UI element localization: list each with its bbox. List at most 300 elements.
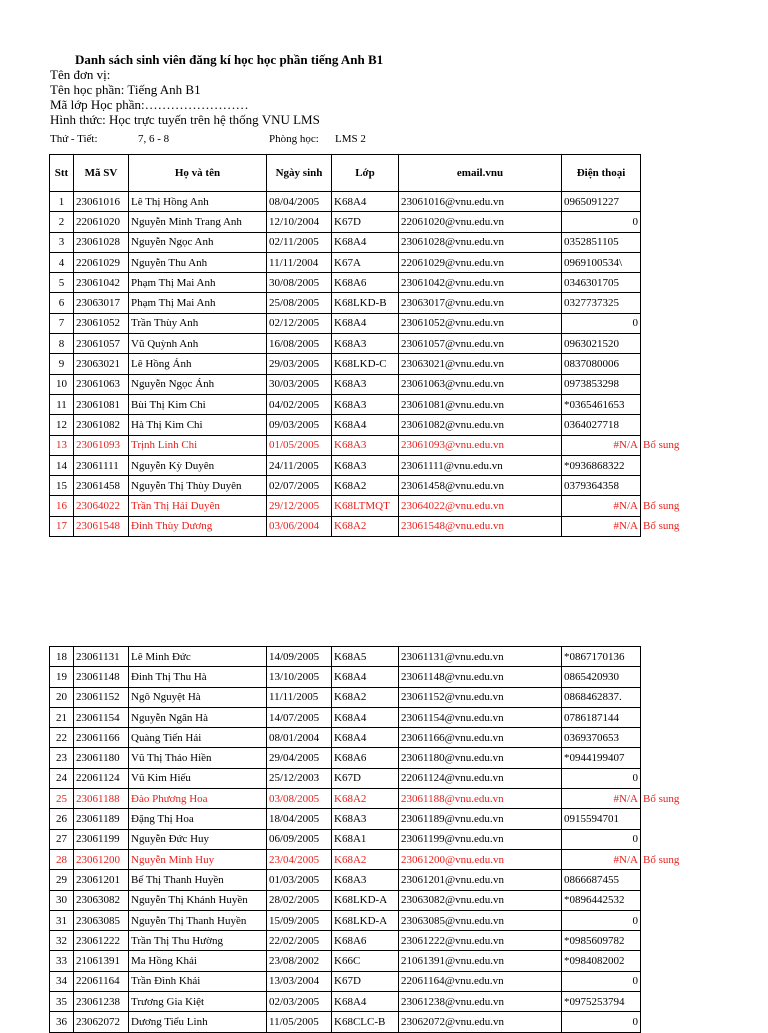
row-full-name: Phạm Thị Mai Anh: [129, 273, 267, 293]
row-class: K68A5: [332, 647, 399, 667]
row-email: 22061029@vnu.edu.vn: [399, 252, 562, 272]
row-stt: 28: [50, 849, 74, 869]
row-stt: 11: [50, 394, 74, 414]
row-full-name: Nguyễn Minh Trang Anh: [129, 212, 267, 232]
table-header-row: [50, 155, 711, 192]
row-full-name: Quàng Tiến Hải: [129, 728, 267, 748]
table-row: [50, 728, 711, 748]
row-email: 23061148@vnu.edu.vn: [399, 667, 562, 687]
row-phone: 0786187144: [562, 707, 641, 727]
row-dob: 24/11/2005: [267, 455, 332, 475]
row-student-id: 23061063: [74, 374, 129, 394]
row-full-name: Đào Phương Hoa: [129, 789, 267, 809]
row-student-id: 23061057: [74, 334, 129, 354]
row-student-id: 23061200: [74, 849, 129, 869]
row-dob: 08/01/2004: [267, 728, 332, 748]
row-note: [641, 455, 711, 475]
row-email: 23063085@vnu.edu.vn: [399, 910, 562, 930]
table-row: [50, 435, 711, 455]
row-student-id: 23061201: [74, 870, 129, 890]
row-phone: *0867170136: [562, 647, 641, 667]
row-dob: 06/09/2005: [267, 829, 332, 849]
row-student-id: 23061028: [74, 232, 129, 252]
row-stt: 15: [50, 476, 74, 496]
row-phone: 0969100534\: [562, 252, 641, 272]
row-dob: 15/09/2005: [267, 910, 332, 930]
row-student-id: 23061189: [74, 809, 129, 829]
header-phone: Điện thoại: [562, 155, 641, 192]
row-full-name: Phạm Thị Mai Anh: [129, 293, 267, 313]
row-note: [641, 910, 711, 930]
row-student-id: 23063021: [74, 354, 129, 374]
table-row: [50, 354, 711, 374]
table-row: [50, 829, 711, 849]
row-phone: *0985609782: [562, 931, 641, 951]
row-email: 23061131@vnu.edu.vn: [399, 647, 562, 667]
row-email: 23061152@vnu.edu.vn: [399, 687, 562, 707]
row-full-name: Vũ Thị Thảo Hiền: [129, 748, 267, 768]
table-row: [50, 273, 711, 293]
row-dob: 13/10/2005: [267, 667, 332, 687]
row-email: 23061082@vnu.edu.vn: [399, 415, 562, 435]
row-note: Bổ sung: [643, 853, 680, 866]
document-title: Danh sách sinh viên đăng kí học học phần tiếng Anh B1: [75, 52, 384, 67]
table-row: [50, 476, 711, 496]
row-dob: 02/03/2005: [267, 992, 332, 1012]
row-dob: 25/12/2003: [267, 768, 332, 788]
row-stt: 29: [50, 870, 74, 890]
student-table-2: [49, 646, 711, 1033]
row-note: [641, 687, 711, 707]
row-student-id: 23061152: [74, 687, 129, 707]
row-student-id: 23061188: [74, 789, 129, 809]
row-full-name: Trần Thùy Anh: [129, 313, 267, 333]
row-note: [641, 293, 711, 313]
row-note: [641, 232, 711, 252]
row-full-name: Nguyễn Thị Thùy Duyên: [129, 476, 267, 496]
row-email: 23061057@vnu.edu.vn: [399, 334, 562, 354]
table-row: [50, 496, 711, 516]
row-student-id: 23061081: [74, 394, 129, 414]
row-phone: *0944199407: [562, 748, 641, 768]
row-email: 23061166@vnu.edu.vn: [399, 728, 562, 748]
table-row: [50, 707, 711, 727]
header-class: Lớp: [332, 155, 399, 192]
row-dob: 22/02/2005: [267, 931, 332, 951]
table-row: [50, 647, 711, 667]
row-dob: 23/04/2005: [267, 849, 332, 869]
row-dob: 02/12/2005: [267, 313, 332, 333]
row-phone: 0: [562, 910, 641, 930]
row-stt: 5: [50, 273, 74, 293]
row-phone: 0868462837.: [562, 687, 641, 707]
row-stt: 1: [50, 192, 74, 212]
row-email: 23061189@vnu.edu.vn: [399, 809, 562, 829]
row-full-name: Vũ Kim Hiếu: [129, 768, 267, 788]
row-stt: 31: [50, 910, 74, 930]
row-stt: 9: [50, 354, 74, 374]
row-student-id: 23061082: [74, 415, 129, 435]
row-stt: 30: [50, 890, 74, 910]
row-class: K68LKD-C: [332, 354, 399, 374]
row-phone: 0: [562, 212, 641, 232]
row-dob: 09/03/2005: [267, 415, 332, 435]
row-phone: 0364027718: [562, 415, 641, 435]
row-student-id: 23061131: [74, 647, 129, 667]
row-class: K68A4: [332, 667, 399, 687]
row-dob: 14/07/2005: [267, 707, 332, 727]
row-class: K68A6: [332, 748, 399, 768]
row-student-id: 23063085: [74, 910, 129, 930]
row-note: [641, 354, 711, 374]
row-phone: *0896442532: [562, 890, 641, 910]
row-email: 23061052@vnu.edu.vn: [399, 313, 562, 333]
row-note: [641, 829, 711, 849]
row-full-name: Đặng Thị Hoa: [129, 809, 267, 829]
row-stt: 22: [50, 728, 74, 748]
row-student-id: 23061154: [74, 707, 129, 727]
row-stt: 2: [50, 212, 74, 232]
row-full-name: Trần Đình Khải: [129, 971, 267, 991]
row-class: K68A6: [332, 273, 399, 293]
row-dob: 11/11/2004: [267, 252, 332, 272]
row-phone: #N/A: [562, 849, 641, 869]
row-dob: 29/04/2005: [267, 748, 332, 768]
row-email: 23061188@vnu.edu.vn: [399, 789, 562, 809]
row-email: 23061180@vnu.edu.vn: [399, 748, 562, 768]
table-row: [50, 374, 711, 394]
row-email: 23061154@vnu.edu.vn: [399, 707, 562, 727]
header-email: email.vnu: [399, 155, 562, 192]
row-class: K68LTMQT: [332, 496, 399, 516]
row-note: [641, 212, 711, 232]
row-phone: #N/A: [562, 435, 641, 455]
row-student-id: 23061238: [74, 992, 129, 1012]
row-phone: 0: [562, 971, 641, 991]
room-value: LMS 2: [335, 133, 366, 145]
row-full-name: Lê Minh Đức: [129, 647, 267, 667]
row-stt: 23: [50, 748, 74, 768]
row-class: K68A2: [332, 789, 399, 809]
row-class: K67D: [332, 971, 399, 991]
row-stt: 10: [50, 374, 74, 394]
row-email: 22061164@vnu.edu.vn: [399, 971, 562, 991]
row-note: [641, 951, 711, 971]
row-phone: 0369370653: [562, 728, 641, 748]
study-mode: Hình thức: Học trực tuyến trên hệ thống VNU LMS: [50, 112, 320, 127]
table-row: [50, 1012, 711, 1032]
table-row: [50, 789, 711, 809]
row-note: [641, 992, 711, 1012]
row-student-id: 23063017: [74, 293, 129, 313]
row-dob: 11/11/2005: [267, 687, 332, 707]
row-note: [641, 707, 711, 727]
row-note: [641, 890, 711, 910]
row-student-id: 23061016: [74, 192, 129, 212]
row-class: K68A4: [332, 232, 399, 252]
row-phone: 0: [562, 313, 641, 333]
row-email: 22061020@vnu.edu.vn: [399, 212, 562, 232]
row-full-name: Trần Thị Hải Duyên: [129, 496, 267, 516]
row-phone: 0346301705: [562, 273, 641, 293]
row-class: K68A4: [332, 313, 399, 333]
row-class: K68A2: [332, 516, 399, 536]
row-class: K68LKD-A: [332, 910, 399, 930]
row-class: K68A3: [332, 334, 399, 354]
table-row: [50, 313, 711, 333]
row-phone: 0352851105: [562, 232, 641, 252]
table-row: [50, 951, 711, 971]
row-full-name: Hà Thị Kim Chi: [129, 415, 267, 435]
row-full-name: Vũ Quỳnh Anh: [129, 334, 267, 354]
row-stt: 6: [50, 293, 74, 313]
row-email: 23061016@vnu.edu.vn: [399, 192, 562, 212]
row-dob: 23/08/2002: [267, 951, 332, 971]
row-student-id: 21061391: [74, 951, 129, 971]
row-class: K68A3: [332, 394, 399, 414]
row-phone: 0965091227: [562, 192, 641, 212]
row-stt: 32: [50, 931, 74, 951]
row-full-name: Ma Hồng Khải: [129, 951, 267, 971]
row-note: [641, 971, 711, 991]
unit-label: Tên đơn vị:: [50, 67, 111, 82]
row-phone: *0975253794: [562, 992, 641, 1012]
row-email: 23061201@vnu.edu.vn: [399, 870, 562, 890]
row-stt: 19: [50, 667, 74, 687]
row-stt: 21: [50, 707, 74, 727]
table-row: [50, 212, 711, 232]
row-note: [641, 748, 711, 768]
row-full-name: Nguyễn Minh Huy: [129, 849, 267, 869]
row-full-name: Dương Tiểu Linh: [129, 1012, 267, 1032]
row-class: K68A4: [332, 707, 399, 727]
row-phone: #N/A: [562, 789, 641, 809]
row-dob: 30/03/2005: [267, 374, 332, 394]
row-email: 23061111@vnu.edu.vn: [399, 455, 562, 475]
table-row: [50, 334, 711, 354]
row-stt: 24: [50, 768, 74, 788]
row-note: Bổ sung: [643, 500, 680, 513]
row-stt: 7: [50, 313, 74, 333]
row-phone: 0327737325: [562, 293, 641, 313]
row-phone: 0866687455: [562, 870, 641, 890]
row-dob: 16/08/2005: [267, 334, 332, 354]
row-email: 23061458@vnu.edu.vn: [399, 476, 562, 496]
row-email: 23063017@vnu.edu.vn: [399, 293, 562, 313]
row-phone: *0365461653: [562, 394, 641, 414]
row-class: K68LKD-B: [332, 293, 399, 313]
table-row: [50, 768, 711, 788]
row-class: K68A3: [332, 435, 399, 455]
row-full-name: Nguyễn Thị Thanh Huyền: [129, 910, 267, 930]
row-dob: 12/10/2004: [267, 212, 332, 232]
row-email: 21061391@vnu.edu.vn: [399, 951, 562, 971]
row-class: K68A4: [332, 192, 399, 212]
row-stt: 20: [50, 687, 74, 707]
row-stt: 8: [50, 334, 74, 354]
row-note: Bổ sung: [643, 520, 680, 533]
row-stt: 17: [50, 516, 74, 536]
row-email: 23061548@vnu.edu.vn: [399, 516, 562, 536]
row-note: [641, 334, 711, 354]
row-class: K68A4: [332, 728, 399, 748]
row-class: K67D: [332, 212, 399, 232]
row-stt: 26: [50, 809, 74, 829]
row-stt: 33: [50, 951, 74, 971]
row-class: K68A3: [332, 870, 399, 890]
row-dob: 02/07/2005: [267, 476, 332, 496]
row-dob: 01/05/2005: [267, 435, 332, 455]
row-full-name: Bùi Thị Kim Chi: [129, 394, 267, 414]
row-class: K68A2: [332, 476, 399, 496]
header-dob: Ngày sinh: [267, 155, 332, 192]
row-note: [641, 415, 711, 435]
row-dob: 29/12/2005: [267, 496, 332, 516]
row-phone: 0837080006: [562, 354, 641, 374]
row-student-id: 22061164: [74, 971, 129, 991]
row-dob: 03/08/2005: [267, 789, 332, 809]
row-dob: 14/09/2005: [267, 647, 332, 667]
row-class: K68A2: [332, 849, 399, 869]
table-row: [50, 252, 711, 272]
row-full-name: Nguyễn Ngọc Ánh: [129, 374, 267, 394]
header-full-name: Họ và tên: [129, 155, 267, 192]
row-student-id: 23061222: [74, 931, 129, 951]
row-phone: *0936868322: [562, 455, 641, 475]
row-student-id: 23061042: [74, 273, 129, 293]
row-email: 23061222@vnu.edu.vn: [399, 931, 562, 951]
row-student-id: 23063082: [74, 890, 129, 910]
row-note: [641, 667, 711, 687]
row-stt: 35: [50, 992, 74, 1012]
row-student-id: 23061166: [74, 728, 129, 748]
row-dob: 29/03/2005: [267, 354, 332, 374]
table-row: [50, 992, 711, 1012]
row-note: [641, 374, 711, 394]
row-student-id: 22061124: [74, 768, 129, 788]
row-stt: 25: [50, 789, 74, 809]
row-note: [641, 476, 711, 496]
row-dob: 03/06/2004: [267, 516, 332, 536]
row-note: [641, 313, 711, 333]
row-class: K68CLC-B: [332, 1012, 399, 1032]
row-email: 23061093@vnu.edu.vn: [399, 435, 562, 455]
row-phone: #N/A: [562, 516, 641, 536]
row-student-id: 23061180: [74, 748, 129, 768]
room-label: Phòng học:: [269, 133, 319, 145]
row-full-name: Nguyễn Đức Huy: [129, 829, 267, 849]
row-phone: 0865420930: [562, 667, 641, 687]
row-dob: 08/04/2005: [267, 192, 332, 212]
row-stt: 14: [50, 455, 74, 475]
row-note: [641, 273, 711, 293]
row-email: 23063021@vnu.edu.vn: [399, 354, 562, 374]
row-student-id: 22061020: [74, 212, 129, 232]
row-full-name: Nguyễn Ngọc Anh: [129, 232, 267, 252]
row-note: Bổ sung: [643, 439, 680, 452]
period-value: 7, 6 - 8: [138, 133, 170, 145]
row-email: 23061063@vnu.edu.vn: [399, 374, 562, 394]
row-stt: 34: [50, 971, 74, 991]
row-dob: 28/02/2005: [267, 890, 332, 910]
row-note: Bổ sung: [643, 792, 680, 805]
row-student-id: 23061052: [74, 313, 129, 333]
table-row: [50, 890, 711, 910]
row-stt: 36: [50, 1012, 74, 1032]
row-dob: 04/02/2005: [267, 394, 332, 414]
row-note: [641, 870, 711, 890]
row-email: 23061081@vnu.edu.vn: [399, 394, 562, 414]
table-row: [50, 293, 711, 313]
row-full-name: Nguyễn Ngân Hà: [129, 707, 267, 727]
row-full-name: Nguyễn Kỳ Duyên: [129, 455, 267, 475]
row-stt: 4: [50, 252, 74, 272]
row-full-name: Nguyễn Thu Anh: [129, 252, 267, 272]
row-class: K68A3: [332, 374, 399, 394]
row-full-name: Bế Thị Thanh Huyền: [129, 870, 267, 890]
table-row: [50, 910, 711, 930]
row-dob: 18/04/2005: [267, 809, 332, 829]
header-extra-blank: [641, 155, 711, 192]
row-stt: 3: [50, 232, 74, 252]
row-note: [641, 647, 711, 667]
row-email: 23061028@vnu.edu.vn: [399, 232, 562, 252]
row-phone: 0973853298: [562, 374, 641, 394]
row-note: [641, 931, 711, 951]
row-full-name: Đinh Thùy Dương: [129, 516, 267, 536]
row-note: [641, 192, 711, 212]
student-table-1: [49, 154, 711, 537]
row-email: 23061042@vnu.edu.vn: [399, 273, 562, 293]
row-full-name: Nguyễn Thị Khánh Huyền: [129, 890, 267, 910]
row-phone: 0915594701: [562, 809, 641, 829]
row-student-id: 23064022: [74, 496, 129, 516]
table-row: [50, 687, 711, 707]
row-email: 23061200@vnu.edu.vn: [399, 849, 562, 869]
row-dob: 01/03/2005: [267, 870, 332, 890]
row-dob: 11/05/2005: [267, 1012, 332, 1032]
row-stt: 27: [50, 829, 74, 849]
header-student-id: Mã SV: [74, 155, 129, 192]
table-row: [50, 849, 711, 869]
row-phone: 0963021520: [562, 334, 641, 354]
row-email: 23064022@vnu.edu.vn: [399, 496, 562, 516]
table-row: [50, 931, 711, 951]
table-row: [50, 192, 711, 212]
row-class: K66C: [332, 951, 399, 971]
row-full-name: Đinh Thị Thu Hà: [129, 667, 267, 687]
header-stt: Stt: [50, 155, 74, 192]
table-row: [50, 809, 711, 829]
row-email: 23062072@vnu.edu.vn: [399, 1012, 562, 1032]
period-label: Thứ - Tiết:: [50, 133, 98, 145]
row-dob: 02/11/2005: [267, 232, 332, 252]
row-email: 23063082@vnu.edu.vn: [399, 890, 562, 910]
row-note: [641, 728, 711, 748]
row-dob: 13/03/2004: [267, 971, 332, 991]
table-row: [50, 971, 711, 991]
row-phone: *0984082002: [562, 951, 641, 971]
row-stt: 12: [50, 415, 74, 435]
row-email: 22061124@vnu.edu.vn: [399, 768, 562, 788]
row-class: K68A3: [332, 809, 399, 829]
row-email: 23061238@vnu.edu.vn: [399, 992, 562, 1012]
row-dob: 25/08/2005: [267, 293, 332, 313]
row-class: K67A: [332, 252, 399, 272]
row-stt: 18: [50, 647, 74, 667]
row-phone: 0: [562, 1012, 641, 1032]
row-note: [641, 394, 711, 414]
